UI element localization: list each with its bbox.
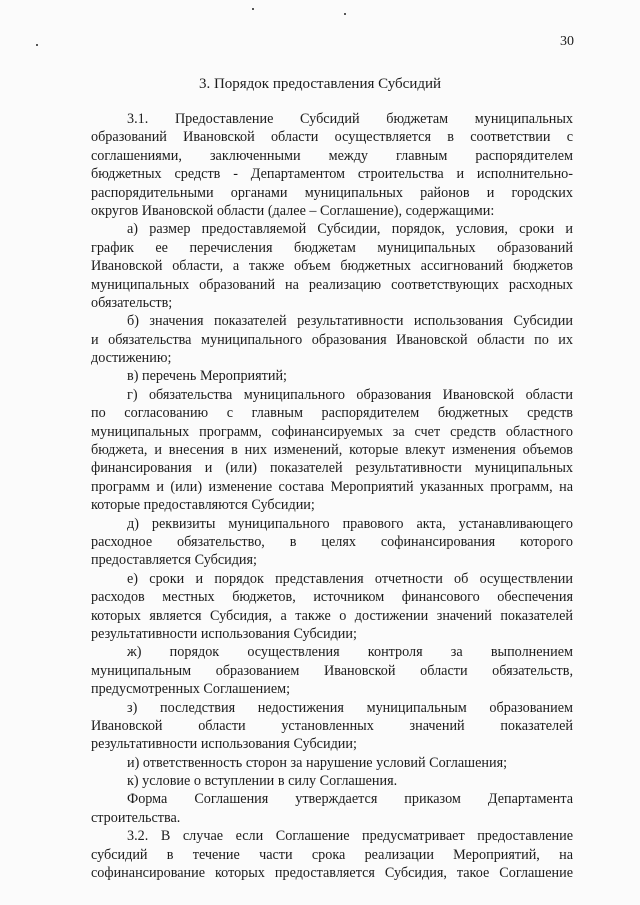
text-line: программ и (или) изменение состава Мероприятий указанных программ, на	[91, 478, 573, 495]
text-line: д) реквизиты муниципального правового акта, устанавливающего	[127, 515, 573, 532]
text-line: образований Ивановской области осуществляется в соответствии с	[91, 129, 573, 146]
text-line: е) сроки и порядок представления отчетности об осуществлении	[127, 570, 573, 587]
text-line: г) обязательства муниципального образования Ивановской области	[127, 386, 573, 403]
section-heading: 3. Порядок предоставления Субсидий	[198, 76, 442, 92]
text-line: муниципальным образованием Ивановской области обязательств,	[91, 662, 573, 679]
text-line: результативности использования Субсидии;	[91, 736, 357, 753]
section-body	[91, 110, 573, 882]
text-line: расходное обязательство, в целях софинансирования которого	[91, 533, 573, 550]
text-line: которых является Субсидия, а также о достижении значений показателей	[91, 607, 573, 624]
text-line: расходов местных бюджетов, источником финансового обеспечения	[91, 589, 573, 606]
text-line: предусмотренных Соглашением;	[91, 681, 291, 698]
text-line: софинансирование которых предоставляется Субсидия, такое Соглашение	[91, 865, 573, 882]
text-line: финансирования и (или) показателей результативности муниципальных	[91, 460, 573, 477]
text-line: результативности использования Субсидии;	[91, 625, 357, 642]
text-line: 3.1. Предоставление Субсидий бюджетам муниципальных	[127, 111, 573, 127]
text-line: бюджетных средств - Департаментом строительства и исполнительно-	[91, 166, 573, 183]
text-line: муниципальных программ, софинансируемых за счет средств областного	[91, 423, 573, 440]
text-line: предоставляется Субсидия;	[91, 552, 257, 569]
text-line: субсидий в течение части срока реализации Мероприятий, на	[91, 846, 573, 863]
text-line: и) ответственность сторон за нарушение условий Соглашения;	[127, 754, 508, 771]
text-line: ж) порядок осуществления контроля за выполнением	[127, 644, 573, 661]
text-line: Форма Соглашения утверждается приказом Департамента	[127, 791, 573, 808]
text-line: в) перечень Мероприятий;	[127, 368, 287, 385]
text-line: и обязательства муниципального образования Ивановской области по их	[91, 331, 573, 348]
text-line: б) значения показателей результативности использования Субсидии	[127, 313, 573, 330]
text-line: а) размер предоставляемой Субсидии, порядок, условия, сроки и	[127, 221, 573, 238]
text-line: достижению;	[91, 350, 172, 367]
text-line: з) последствия недостижения муниципальным образованием	[127, 699, 573, 716]
text-line: соглашениями, заключенными между главным распорядителем	[91, 147, 573, 164]
scan-speck	[36, 44, 38, 46]
text-line: к) условие о вступлении в силу Соглашения.	[127, 773, 398, 790]
text-line: строительства.	[91, 809, 181, 826]
text-line: обязательств;	[91, 294, 173, 311]
scan-speck	[344, 13, 346, 15]
text-line: округов Ивановской области (далее – Соглашение), содержащими:	[91, 202, 495, 219]
text-line: бюджета, и внесения в них изменений, которые влекут изменения объемов	[91, 442, 573, 459]
scan-speck	[252, 8, 254, 10]
text-line: Ивановской области установленных значений показателей	[91, 717, 573, 734]
page-number: 30	[560, 34, 574, 49]
text-line: по согласованию с главным распорядителем бюджетных средств	[91, 405, 573, 422]
text-line: график ее перечисления бюджетам муниципальных образований	[91, 239, 573, 256]
text-line: распорядительными органами муниципальных районов и городских	[91, 184, 573, 201]
text-line: Ивановской области, а также объем бюджетных ассигнований бюджетов	[91, 258, 573, 275]
text-line: 3.2. В случае если Соглашение предусматривает предоставление	[127, 828, 573, 845]
text-line: муниципальных образований на реализацию соответствующих расходных	[91, 276, 573, 293]
text-line: которые предоставляются Субсидии;	[91, 497, 315, 514]
